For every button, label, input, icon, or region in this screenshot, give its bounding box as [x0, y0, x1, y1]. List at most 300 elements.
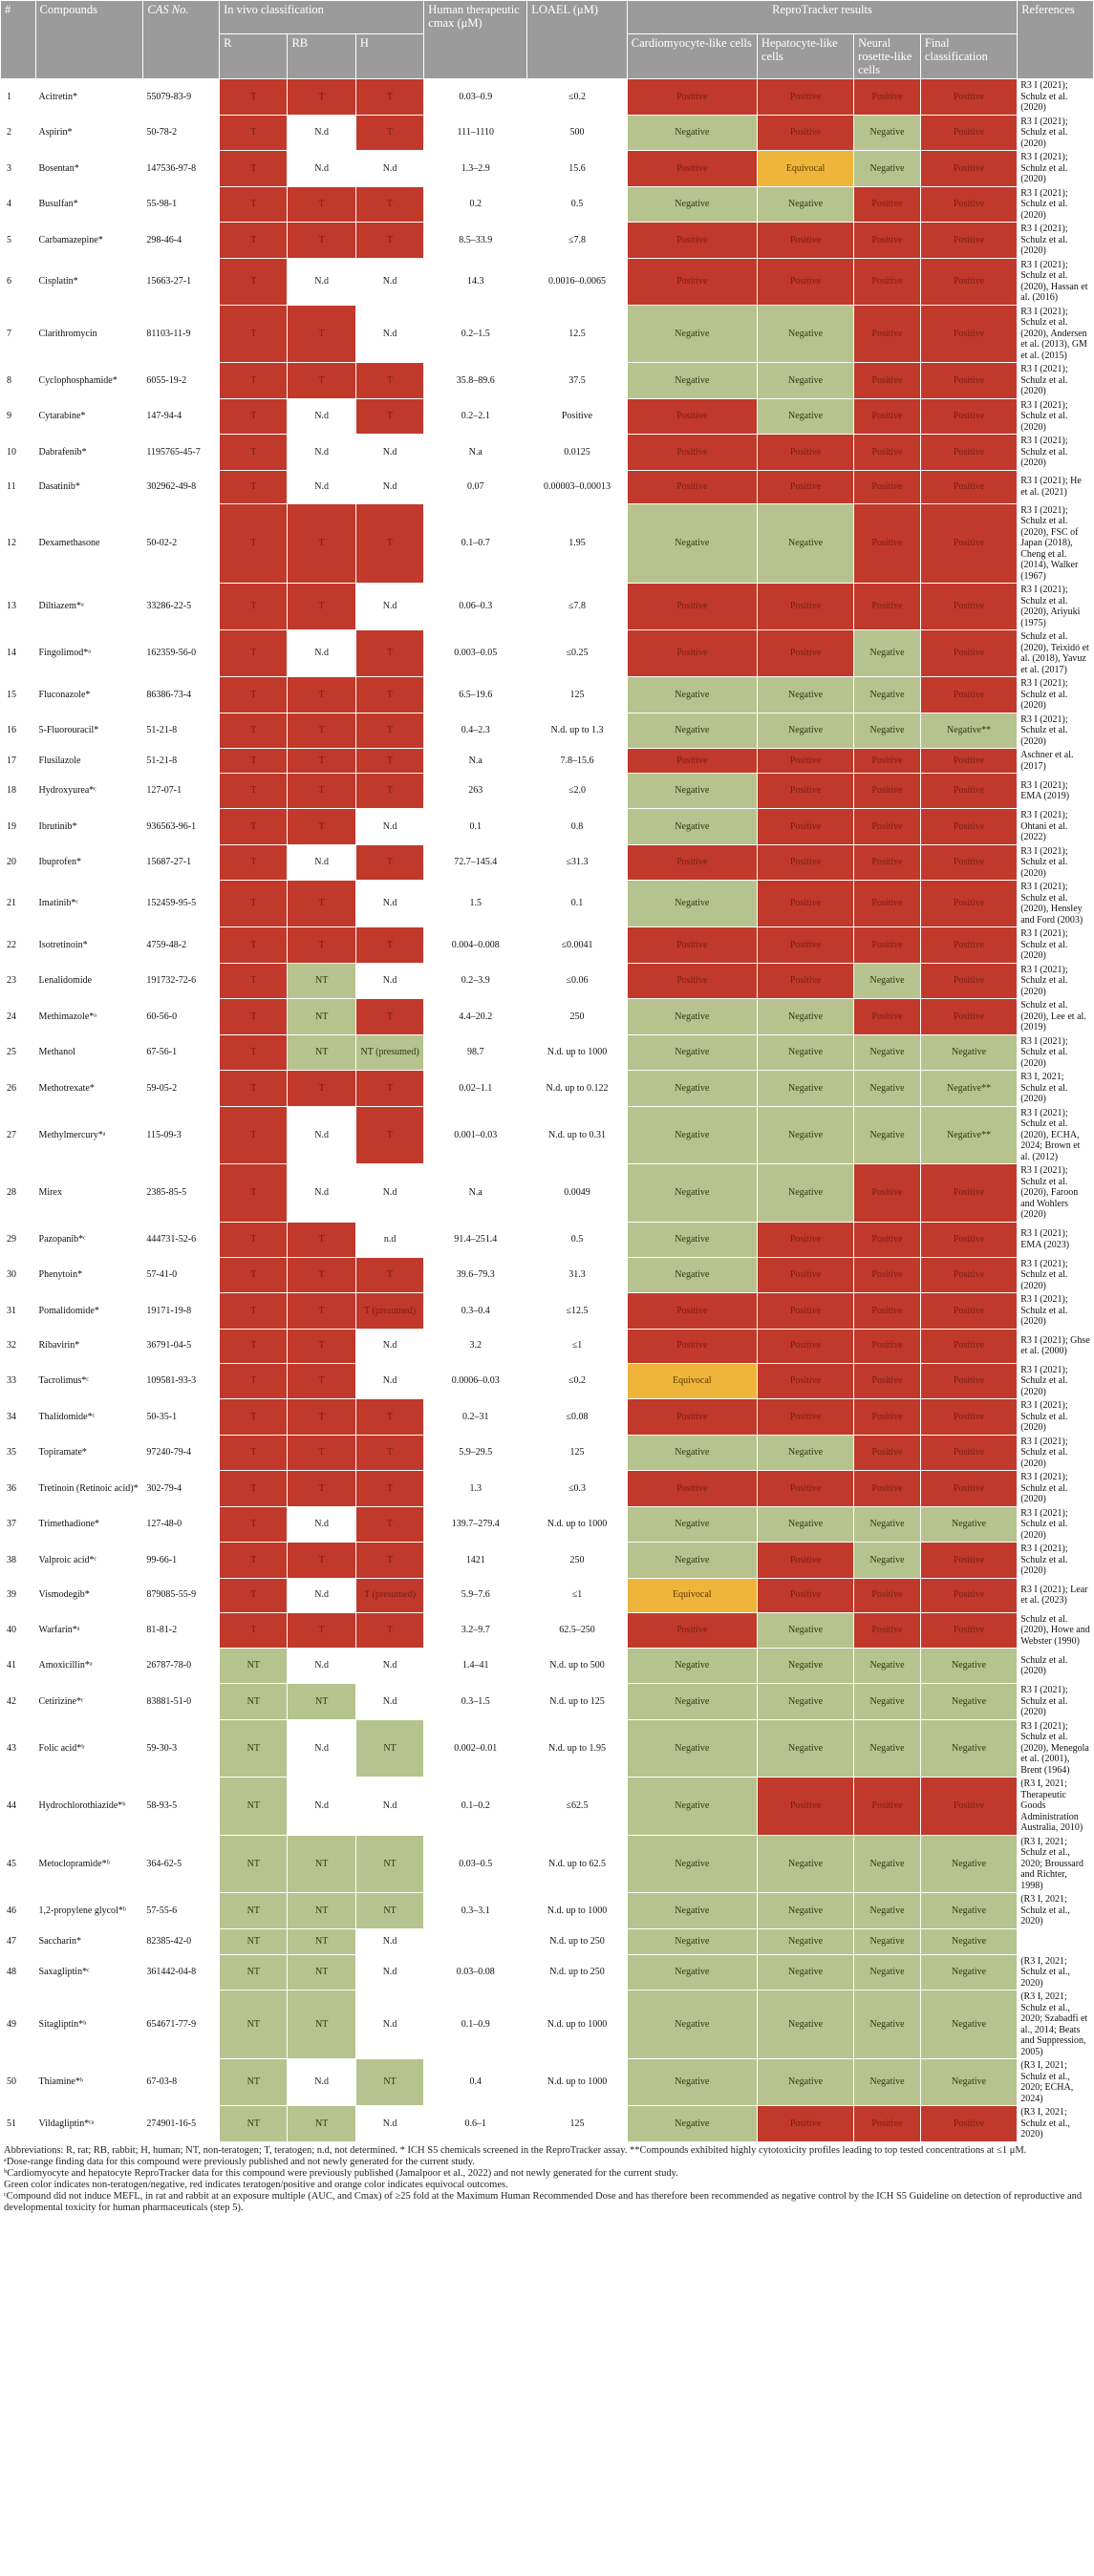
loael-value: N.d. up to 1000: [527, 1034, 628, 1071]
reference: R3 I (2021); Schulz et al. (2020): [1018, 1506, 1094, 1543]
invivo-rat: NT: [220, 2106, 288, 2142]
cmax-value: 0.06–0.3: [424, 584, 527, 630]
cardio-result: Positive: [627, 258, 757, 305]
final-classification: Positive: [920, 844, 1017, 881]
cas-number: 127-48-0: [143, 1506, 220, 1543]
neural-result: Positive: [854, 1293, 921, 1330]
cardio-result: Positive: [627, 223, 757, 259]
loael-value: 0.0016–0.0065: [527, 258, 628, 305]
cardio-result: Positive: [627, 1329, 757, 1363]
cardio-result: Equivocal: [627, 1363, 757, 1399]
table-row: [1, 503, 1094, 584]
loael-value: ≤1: [527, 1578, 628, 1612]
neural-result: Positive: [854, 999, 921, 1035]
final-classification: Positive: [920, 503, 1017, 584]
reference: R3 I (2021); Schulz et al. (2020): [1018, 1293, 1094, 1330]
invivo-rat: T: [220, 677, 288, 713]
reference: R3 I (2021); Schulz et al. (2020), Faroon and Wohlers (2020): [1018, 1164, 1094, 1223]
cas-number: 152459-95-5: [143, 881, 220, 927]
final-classification: Negative: [920, 1991, 1017, 2059]
hepato-result: Negative: [757, 503, 853, 584]
cas-number: 81103-11-9: [143, 305, 220, 363]
row-number: 2: [1, 115, 36, 151]
loael-value: 1.95: [527, 503, 628, 584]
cas-number: 147-94-4: [143, 398, 220, 435]
row-number: 36: [1, 1471, 36, 1507]
hepato-result: Positive: [757, 1399, 853, 1436]
hepato-result: Negative: [757, 305, 853, 363]
invivo-rat: T: [220, 963, 288, 999]
invivo-rabbit: T: [288, 774, 355, 809]
table-row: [1, 258, 1094, 305]
reference: Schulz et al. (2020), Lee et al. (2019): [1018, 999, 1094, 1035]
cmax-value: 0.1: [424, 809, 527, 845]
invivo-rabbit: N.d: [288, 1778, 355, 1836]
invivo-rabbit: T: [288, 363, 355, 399]
reference: (R3 I, 2021; Schulz et al., 2020; Broussard and Richter, 1998): [1018, 1835, 1094, 1893]
cmax-value: 0.3–1.5: [424, 1684, 527, 1720]
cmax-value: 0.2–31: [424, 1399, 527, 1436]
cas-number: 26787-78-0: [143, 1649, 220, 1684]
table-row: [1, 1471, 1094, 1507]
row-number: 3: [1, 151, 36, 187]
loael-value: 500: [527, 115, 628, 151]
hepato-result: Positive: [757, 1471, 853, 1507]
final-classification: Positive: [920, 258, 1017, 305]
invivo-rabbit: N.d: [288, 435, 355, 471]
table-row: [1, 79, 1094, 116]
reference: R3 I (2021); Schulz et al. (2020): [1018, 927, 1094, 964]
neural-result: Positive: [854, 1329, 921, 1363]
neural-result: Positive: [854, 1778, 921, 1836]
header-h: H: [355, 34, 423, 79]
hepato-result: Positive: [757, 2106, 853, 2142]
compound-name: Lenalidomide: [35, 963, 143, 999]
compound-name: Hydroxyurea*ᶜ: [35, 774, 143, 809]
compound-name: Cyclophosphamide*: [35, 363, 143, 399]
header-cas: CAS No.: [143, 1, 220, 79]
cas-number: 191732-72-6: [143, 963, 220, 999]
invivo-rabbit: NT: [288, 1954, 355, 1991]
reference: R3 I (2021); Schulz et al. (2020): [1018, 151, 1094, 187]
invivo-human: T: [355, 363, 423, 399]
header-reprotracker: ReproTracker results: [627, 1, 1017, 34]
cas-number: 127-07-1: [143, 774, 220, 809]
invivo-rat: T: [220, 258, 288, 305]
compound-name: Isotretinoin*: [35, 927, 143, 964]
neural-result: Positive: [854, 186, 921, 223]
neural-result: Negative: [854, 963, 921, 999]
cardio-result: Negative: [627, 1034, 757, 1071]
row-number: 28: [1, 1164, 36, 1223]
invivo-rabbit: N.d: [288, 151, 355, 187]
row-number: 29: [1, 1222, 36, 1257]
loael-value: ≤0.3: [527, 1471, 628, 1507]
cmax-value: 0.4: [424, 2059, 527, 2106]
invivo-rat: T: [220, 1257, 288, 1293]
row-number: 35: [1, 1435, 36, 1471]
compound-name: Aspirin*: [35, 115, 143, 151]
compound-name: Fluconazole*: [35, 677, 143, 713]
cardio-result: Positive: [627, 151, 757, 187]
final-classification: Negative: [920, 1928, 1017, 1954]
cas-number: 60-56-0: [143, 999, 220, 1035]
loael-value: 0.0125: [527, 435, 628, 471]
table-row: [1, 1991, 1094, 2059]
cmax-value: 0.2–3.9: [424, 963, 527, 999]
neural-result: Positive: [854, 1399, 921, 1436]
reference: R3 I, 2021; Schulz et al. (2020): [1018, 1071, 1094, 1107]
loael-value: N.d. up to 125: [527, 1684, 628, 1720]
reference: R3 I (2021); Schulz et al. (2020): [1018, 1471, 1094, 1507]
row-number: 33: [1, 1363, 36, 1399]
invivo-rabbit: NT: [288, 1835, 355, 1893]
loael-value: 0.0049: [527, 1164, 628, 1223]
neural-result: Positive: [854, 398, 921, 435]
cas-number: 302962-49-8: [143, 470, 220, 503]
invivo-human: T: [355, 1399, 423, 1436]
reference: R3 I (2021); EMA (2019): [1018, 774, 1094, 809]
table-row: [1, 630, 1094, 677]
final-classification: Positive: [920, 1164, 1017, 1223]
loael-value: 250: [527, 999, 628, 1035]
table-row: [1, 713, 1094, 749]
hepato-result: Negative: [757, 999, 853, 1035]
cardio-result: Positive: [627, 1293, 757, 1330]
cardio-result: Negative: [627, 677, 757, 713]
invivo-human: T: [355, 503, 423, 584]
reference: R3 I (2021); Schulz et al. (2020): [1018, 79, 1094, 116]
hepato-result: Negative: [757, 1034, 853, 1071]
loael-value: 0.1: [527, 881, 628, 927]
invivo-rabbit: T: [288, 881, 355, 927]
loael-value: N.d. up to 250: [527, 1954, 628, 1991]
invivo-rabbit: T: [288, 677, 355, 713]
header-references: References: [1018, 1, 1094, 79]
row-number: 7: [1, 305, 36, 363]
table-row: [1, 1778, 1094, 1836]
compound-name: Metoclopramide*ᵇ: [35, 1835, 143, 1893]
neural-result: Negative: [854, 1649, 921, 1684]
final-classification: Positive: [920, 186, 1017, 223]
invivo-rabbit: NT: [288, 1034, 355, 1071]
cardio-result: Negative: [627, 115, 757, 151]
table-row: [1, 1222, 1094, 1257]
hepato-result: Positive: [757, 749, 853, 774]
invivo-human: T: [355, 186, 423, 223]
invivo-rabbit: N.d: [288, 1719, 355, 1778]
cardio-result: Negative: [627, 774, 757, 809]
cas-number: 302-79-4: [143, 1471, 220, 1507]
invivo-human: T: [355, 1106, 423, 1164]
loael-value: ≤62.5: [527, 1778, 628, 1836]
hepato-result: Positive: [757, 1293, 853, 1330]
cardio-result: Positive: [627, 927, 757, 964]
reference: [1018, 1928, 1094, 1954]
table-row: [1, 1293, 1094, 1330]
invivo-human: N.d: [355, 435, 423, 471]
invivo-rat: NT: [220, 1928, 288, 1954]
cas-number: 57-55-6: [143, 1893, 220, 1929]
row-number: 26: [1, 1071, 36, 1107]
neural-result: Positive: [854, 1435, 921, 1471]
compound-name: Fingolimod*ᵃ: [35, 630, 143, 677]
compound-name: Topiramate*: [35, 1435, 143, 1471]
compound-name: Thiamine*ᵇ: [35, 2059, 143, 2106]
cardio-result: Negative: [627, 1222, 757, 1257]
neural-result: Positive: [854, 79, 921, 116]
reference: R3 I (2021); Schulz et al. (2020), Ariyuki (1975): [1018, 584, 1094, 630]
row-number: 19: [1, 809, 36, 845]
table-header: [1, 1, 1094, 79]
cardio-result: Negative: [627, 809, 757, 845]
cmax-value: 1421: [424, 1543, 527, 1579]
cardio-result: Negative: [627, 2059, 757, 2106]
compound-name: Hydrochlorothiazide*ᵇ: [35, 1778, 143, 1836]
invivo-rabbit: N.d: [288, 844, 355, 881]
final-classification: Negative: [920, 1506, 1017, 1543]
footnote: ᵃDose-range finding data for this compound were previously published and not newly generated for the current study.: [4, 2157, 475, 2167]
cmax-value: 3.2–9.7: [424, 1612, 527, 1649]
final-classification: Positive: [920, 79, 1017, 116]
neural-result: Positive: [854, 1222, 921, 1257]
cas-number: 444731-52-6: [143, 1222, 220, 1257]
invivo-human: T: [355, 927, 423, 964]
final-classification: Positive: [920, 151, 1017, 187]
loael-value: ≤2.0: [527, 774, 628, 809]
invivo-rat: T: [220, 999, 288, 1035]
invivo-human: T: [355, 774, 423, 809]
cmax-value: 0.2: [424, 186, 527, 223]
table-row: [1, 1835, 1094, 1893]
invivo-rabbit: N.d: [288, 2059, 355, 2106]
table-row: [1, 999, 1094, 1035]
neural-result: Positive: [854, 584, 921, 630]
loael-value: 125: [527, 2106, 628, 2142]
compound-name: 5-Fluorouracil*: [35, 713, 143, 749]
final-classification: Positive: [920, 749, 1017, 774]
final-classification: Positive: [920, 115, 1017, 151]
compound-name: Valproic acid*ᶜ: [35, 1543, 143, 1579]
final-classification: Positive: [920, 1293, 1017, 1330]
cardio-result: Positive: [627, 1471, 757, 1507]
cardio-result: Negative: [627, 1071, 757, 1107]
invivo-rat: T: [220, 1435, 288, 1471]
cardio-result: Negative: [627, 881, 757, 927]
table-row: [1, 115, 1094, 151]
final-classification: Positive: [920, 963, 1017, 999]
cas-number: 36791-04-5: [143, 1329, 220, 1363]
reference: (R3 I, 2021; Schulz et al., 2020; ECHA, 2024): [1018, 2059, 1094, 2106]
hepato-result: Equivocal: [757, 151, 853, 187]
cardio-result: Negative: [627, 1893, 757, 1929]
hepato-result: Negative: [757, 677, 853, 713]
final-classification: Positive: [920, 1435, 1017, 1471]
invivo-rat: NT: [220, 2059, 288, 2106]
invivo-rabbit: T: [288, 1071, 355, 1107]
reference: R3 I (2021); Schulz et al. (2020), ECHA, 2024; Brown et al. (2012): [1018, 1106, 1094, 1164]
invivo-rabbit: T: [288, 1222, 355, 1257]
hepato-result: Negative: [757, 1719, 853, 1778]
cmax-value: 1.3: [424, 1471, 527, 1507]
invivo-rat: T: [220, 927, 288, 964]
neural-result: Positive: [854, 844, 921, 881]
final-classification: Positive: [920, 1363, 1017, 1399]
final-classification: Negative: [920, 1684, 1017, 1720]
invivo-human: T: [355, 630, 423, 677]
row-number: 17: [1, 749, 36, 774]
loael-value: 7.8–15.6: [527, 749, 628, 774]
neural-result: Positive: [854, 927, 921, 964]
invivo-rat: T: [220, 1329, 288, 1363]
invivo-rabbit: T: [288, 1293, 355, 1330]
cas-number: 99-66-1: [143, 1543, 220, 1579]
hepato-result: Positive: [757, 1222, 853, 1257]
compound-name: Dabrafenib*: [35, 435, 143, 471]
hepato-result: Positive: [757, 881, 853, 927]
final-classification: Positive: [920, 398, 1017, 435]
compound-name: Tacrolimus*ᶜ: [35, 1363, 143, 1399]
table-body: [1, 79, 1094, 2142]
compound-name: 1,2-propylene glycol*ᵇ: [35, 1893, 143, 1929]
loael-value: 0.5: [527, 186, 628, 223]
table-row: [1, 881, 1094, 927]
hepato-result: Positive: [757, 223, 853, 259]
invivo-human: T: [355, 999, 423, 1035]
cas-number: 50-78-2: [143, 115, 220, 151]
header-final: Final classification: [920, 34, 1017, 79]
cardio-result: Negative: [627, 1778, 757, 1836]
header-num: #: [1, 1, 36, 79]
invivo-rat: T: [220, 1578, 288, 1612]
invivo-human: N.d: [355, 1928, 423, 1954]
neural-result: Positive: [854, 809, 921, 845]
neural-result: Negative: [854, 1954, 921, 1991]
cas-number: 67-03-8: [143, 2059, 220, 2106]
invivo-rat: NT: [220, 1649, 288, 1684]
cas-number: 55-98-1: [143, 186, 220, 223]
hepato-result: Negative: [757, 1893, 853, 1929]
final-classification: Positive: [920, 1222, 1017, 1257]
invivo-rat: NT: [220, 1684, 288, 1720]
final-classification: Positive: [920, 1399, 1017, 1436]
reference: (R3 I, 2021; Schulz et al., 2020): [1018, 1893, 1094, 1929]
cas-number: 1195765-45-7: [143, 435, 220, 471]
cmax-value: 0.6–1: [424, 2106, 527, 2142]
header-compounds: Compounds: [35, 1, 143, 79]
header-r: R: [220, 34, 288, 79]
cardio-result: Negative: [627, 2106, 757, 2142]
hepato-result: Positive: [757, 809, 853, 845]
hepato-result: Positive: [757, 1329, 853, 1363]
table-row: [1, 305, 1094, 363]
invivo-rat: T: [220, 1034, 288, 1071]
invivo-human: T: [355, 844, 423, 881]
neural-result: Negative: [854, 1893, 921, 1929]
footnote: Green color indicates non-teratogen/negative, red indicates teratogen/positive and orange color indicates equivocal outcomes.: [4, 2180, 508, 2190]
invivo-human: N.d: [355, 1954, 423, 1991]
reference: R3 I (2021); He et al. (2021): [1018, 470, 1094, 503]
compound-name: Trimethadione*: [35, 1506, 143, 1543]
invivo-rabbit: T: [288, 1612, 355, 1649]
loael-value: 12.5: [527, 305, 628, 363]
table-row: [1, 749, 1094, 774]
invivo-human: T: [355, 115, 423, 151]
invivo-rabbit: T: [288, 1543, 355, 1579]
cmax-value: 1.5: [424, 881, 527, 927]
hepato-result: Positive: [757, 584, 853, 630]
reference: R3 I (2021); Schulz et al. (2020): [1018, 1399, 1094, 1436]
invivo-human: T (presumed): [355, 1578, 423, 1612]
reference: R3 I (2021); Schulz et al. (2020): [1018, 1543, 1094, 1579]
final-classification: Positive: [920, 223, 1017, 259]
reference: R3 I (2021); Schulz et al. (2020): [1018, 844, 1094, 881]
invivo-rat: T: [220, 1293, 288, 1330]
hepato-result: Positive: [757, 844, 853, 881]
cas-number: 115-09-3: [143, 1106, 220, 1164]
loael-value: ≤31.3: [527, 844, 628, 881]
neural-result: Positive: [854, 2106, 921, 2142]
invivo-rabbit: N.d: [288, 470, 355, 503]
invivo-human: T: [355, 1257, 423, 1293]
row-number: 49: [1, 1991, 36, 2059]
invivo-rat: NT: [220, 1719, 288, 1778]
hepato-result: Negative: [757, 1071, 853, 1107]
hepato-result: Positive: [757, 630, 853, 677]
final-classification: Negative: [920, 1719, 1017, 1778]
table-row: [1, 1578, 1094, 1612]
cardio-result: Negative: [627, 1543, 757, 1579]
invivo-human: T: [355, 1506, 423, 1543]
row-number: 34: [1, 1399, 36, 1436]
reference: R3 I (2021); Schulz et al. (2020), Menegola et al. (2001), Brent (1964): [1018, 1719, 1094, 1778]
final-classification: Positive: [920, 1612, 1017, 1649]
loael-value: ≤7.8: [527, 584, 628, 630]
invivo-rat: T: [220, 774, 288, 809]
invivo-rat: T: [220, 470, 288, 503]
neural-result: Positive: [854, 881, 921, 927]
cmax-value: 139.7–279.4: [424, 1506, 527, 1543]
cardio-result: Positive: [627, 584, 757, 630]
invivo-rabbit: T: [288, 305, 355, 363]
cardio-result: Negative: [627, 1991, 757, 2059]
row-number: 42: [1, 1684, 36, 1720]
neural-result: Negative: [854, 115, 921, 151]
final-classification: Positive: [920, 584, 1017, 630]
invivo-rat: T: [220, 1399, 288, 1436]
invivo-rat: T: [220, 1363, 288, 1399]
final-classification: Positive: [920, 809, 1017, 845]
invivo-rabbit: N.d: [288, 1578, 355, 1612]
invivo-human: T (presumed): [355, 1293, 423, 1330]
row-number: 50: [1, 2059, 36, 2106]
row-number: 1: [1, 79, 36, 116]
neural-result: Positive: [854, 1363, 921, 1399]
loael-value: ≤0.06: [527, 963, 628, 999]
compound-name: Folic acid*ᵇ: [35, 1719, 143, 1778]
hepato-result: Negative: [757, 1506, 853, 1543]
reference: R3 I (2021); Schulz et al. (2020): [1018, 1363, 1094, 1399]
cmax-value: 5.9–7.6: [424, 1578, 527, 1612]
invivo-human: T: [355, 1612, 423, 1649]
cas-number: 147536-97-8: [143, 151, 220, 187]
invivo-human: N.d: [355, 258, 423, 305]
loael-value: N.d. up to 500: [527, 1649, 628, 1684]
neural-result: Negative: [854, 677, 921, 713]
row-number: 5: [1, 223, 36, 259]
loael-value: 125: [527, 1435, 628, 1471]
invivo-rat: T: [220, 713, 288, 749]
